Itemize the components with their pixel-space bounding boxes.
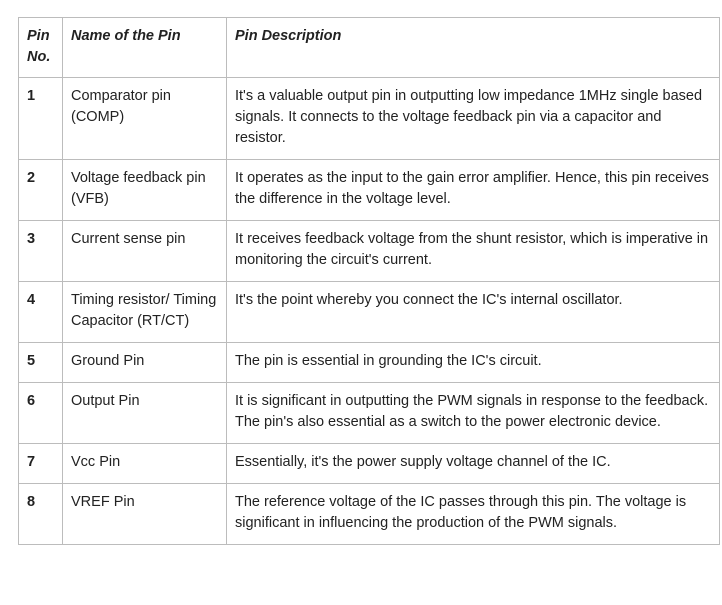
pin-description-cell: It operates as the input to the gain error amplifier. Hence, this pin receives the difference in the voltage level. [227,160,720,221]
table-row [19,282,720,343]
table-row [19,484,720,545]
pin-number-cell: 1 [19,78,63,160]
pin-number-cell: 5 [19,343,63,383]
pin-number-cell: 7 [19,444,63,484]
pin-table [18,17,720,545]
pin-number-cell: 4 [19,282,63,343]
pin-name-cell: Vcc Pin [63,444,227,484]
pin-number-cell: 3 [19,221,63,282]
header-pin-description: Pin Description [227,18,720,78]
pin-name-cell: Current sense pin [63,221,227,282]
table-header-row [19,18,720,78]
pin-table-container [18,17,720,545]
header-pin-no: Pin No. [19,18,63,78]
table-row [19,160,720,221]
table-row [19,444,720,484]
pin-name-cell: Output Pin [63,383,227,444]
pin-description-cell: It is significant in outputting the PWM signals in response to the feedback. The pin's also essential as a switch to the power electronic device. [227,383,720,444]
pin-name-cell: VREF Pin [63,484,227,545]
table-row [19,343,720,383]
pin-name-cell: Voltage feedback pin (VFB) [63,160,227,221]
pin-description-cell: Essentially, it's the power supply voltage channel of the IC. [227,444,720,484]
pin-description-cell: The reference voltage of the IC passes through this pin. The voltage is significant in influencing the production of the PWM signals. [227,484,720,545]
header-pin-name: Name of the Pin [63,18,227,78]
pin-number-cell: 2 [19,160,63,221]
table-row [19,78,720,160]
pin-number-cell: 8 [19,484,63,545]
pin-description-cell: It's the point whereby you connect the IC's internal oscillator. [227,282,720,343]
pin-name-cell: Timing resistor/ Timing Capacitor (RT/CT) [63,282,227,343]
pin-description-cell: The pin is essential in grounding the IC's circuit. [227,343,720,383]
pin-description-cell: It receives feedback voltage from the shunt resistor, which is imperative in monitoring the circuit's current. [227,221,720,282]
pin-name-cell: Ground Pin [63,343,227,383]
table-row [19,383,720,444]
pin-name-cell: Comparator pin (COMP) [63,78,227,160]
pin-number-cell: 6 [19,383,63,444]
pin-description-cell: It's a valuable output pin in outputting low impedance 1MHz single based signals. It connects to the voltage feedback pin via a capacitor and resistor. [227,78,720,160]
table-row [19,221,720,282]
